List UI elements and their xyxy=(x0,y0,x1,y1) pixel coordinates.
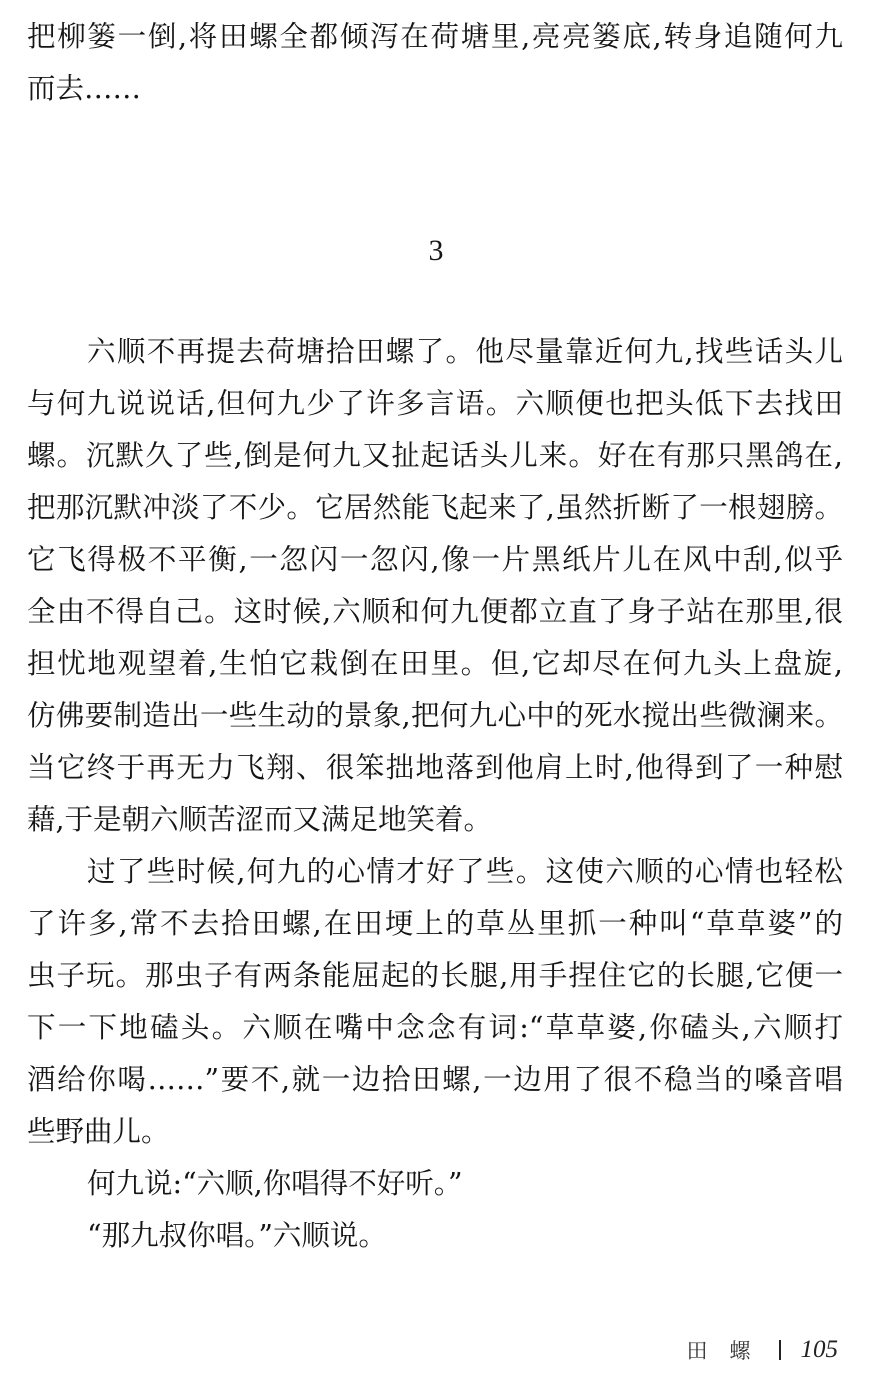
page-footer xyxy=(687,1328,839,1372)
text-line: 虫子玩。那虫子有两条能屈起的长腿,用手捏住它的长腿,它便一 xyxy=(27,959,843,992)
text-line: 当它终于再无力飞翔、很笨拙地落到他肩上时,他得到了一种慰 xyxy=(27,751,843,784)
text-line: 把柳篓一倒,将田螺全都倾泻在荷塘里,亮亮篓底,转身追随何九 xyxy=(27,20,843,53)
text-line: 与何九说说话,但何九少了许多言语。六顺便也把头低下去找田 xyxy=(27,387,843,420)
section-number: 3 xyxy=(428,234,444,267)
text-line: 全由不得自己。这时候,六顺和何九便都立直了身子站在那里,很 xyxy=(27,595,843,628)
text-line: 何九说:“六顺,你唱得不好听。” xyxy=(87,1167,463,1200)
text-line: 螺。沉默久了些,倒是何九又扯起话头儿来。好在有那只黑鸽在, xyxy=(27,439,843,472)
text-line: 担忧地观望着,生怕它栽倒在田里。但,它却尽在何九头上盘旋, xyxy=(27,647,843,680)
text-line: 仿佛要制造出一些生动的景象,把何九心中的死水搅出些微澜来。 xyxy=(27,699,843,732)
text-line: 酒给你喝……”要不,就一边拾田螺,一边用了很不稳当的嗓音唱 xyxy=(27,1063,843,1096)
text-line: 把那沉默冲淡了不少。它居然能飞起来了,虽然折断了一根翅膀。 xyxy=(27,491,843,524)
text-line: “那九叔你唱。”六顺说。 xyxy=(87,1219,387,1252)
text-line: 了许多,常不去拾田螺,在田埂上的草丛里抓一种叫“草草婆”的 xyxy=(27,907,843,940)
running-title: 田螺 xyxy=(686,1339,773,1363)
text-line: 六顺不再提去荷塘拾田螺了。他尽量靠近何九,找些话头儿 xyxy=(87,335,843,368)
text-line: 而去…… xyxy=(27,72,142,105)
footer-divider xyxy=(779,1340,781,1360)
page-number: 105 xyxy=(800,1336,838,1363)
text-line: 过了些时候,何九的心情才好了些。这使六顺的心情也轻松 xyxy=(87,855,843,888)
text-line: 些野曲儿。 xyxy=(27,1115,170,1148)
text-line: 它飞得极不平衡,一忽闪一忽闪,像一片黑纸片儿在风中刮,似乎 xyxy=(27,543,843,576)
text-line: 藉,于是朝六顺苦涩而又满足地笑着。 xyxy=(27,803,493,836)
text-line: 下一下地磕头。六顺在嘴中念念有词:“草草婆,你磕头,六顺打 xyxy=(27,1011,843,1044)
